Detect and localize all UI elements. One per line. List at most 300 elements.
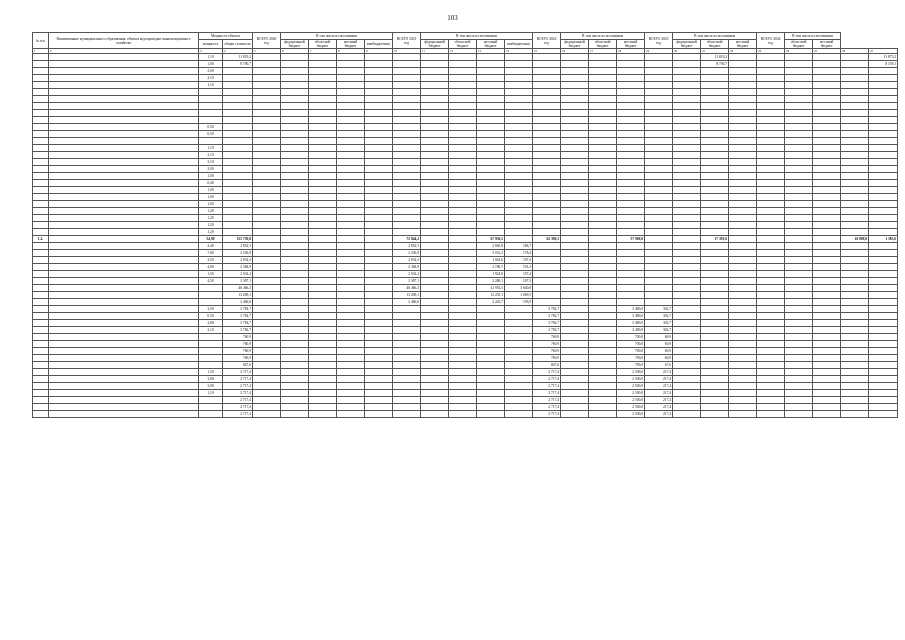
amount-cell [785,96,813,103]
row-number-cell [33,138,49,145]
amount-cell [365,180,393,187]
amount-cell [813,411,841,418]
amount-cell [337,292,365,299]
amount-cell [477,201,505,208]
amount-cell [309,243,337,250]
amount-cell [449,313,477,320]
amount-cell: 178,4 [505,250,533,257]
amount-cell [393,138,421,145]
capacity-cell: 1,20 [199,229,223,236]
amount-cell [729,215,757,222]
header-local-2021: местный бюджет [477,40,505,49]
table-row [33,383,898,390]
amount-cell [281,236,309,243]
amount-cell [337,166,365,173]
column-index-cell: 20 [673,49,701,54]
amount-cell [393,103,421,110]
table-row [33,173,898,180]
column-index-cell: 27 [869,49,898,54]
amount-cell [589,299,617,306]
amount-cell [365,404,393,411]
amount-cell [393,320,421,327]
amount-cell [869,103,898,110]
capacity-cell: 1,00 [199,187,223,194]
amount-cell [589,376,617,383]
row-number-cell [33,306,49,313]
amount-cell [561,320,589,327]
amount-cell [729,390,757,397]
amount-cell: 760,9 [223,334,253,341]
header-regional-2024: областной бюджет [785,40,813,49]
table-row [33,110,898,117]
amount-cell: 217,4 [645,397,673,404]
table-row [33,271,898,278]
capacity-cell: 3,00 [199,383,223,390]
amount-cell [309,201,337,208]
amount-cell: 2 387,1 [393,278,421,285]
amount-cell [785,292,813,299]
amount-cell [309,96,337,103]
amount-cell: 2 387,1 [223,278,253,285]
amount-cell [449,89,477,96]
amount-cell [869,201,898,208]
amount-cell [701,173,729,180]
amount-cell [729,306,757,313]
amount-cell [673,341,701,348]
amount-cell [785,103,813,110]
amount-cell [477,54,505,61]
amount-cell [813,201,841,208]
amount-cell [785,159,813,166]
amount-cell [729,285,757,292]
amount-cell [449,124,477,131]
amount-cell [561,61,589,68]
amount-cell [281,145,309,152]
table-row [33,215,898,222]
amount-cell [673,243,701,250]
amount-cell: 847,6 [223,362,253,369]
amount-cell [617,159,645,166]
amount-cell [673,320,701,327]
amount-cell: 217,4 [645,390,673,397]
amount-cell: 46 466,3 [393,285,421,292]
amount-cell: 3 480,0 [617,306,645,313]
amount-cell [253,82,281,89]
capacity-cell: 54,90 [199,236,223,243]
amount-cell [729,320,757,327]
row-number-cell [33,145,49,152]
amount-cell [561,82,589,89]
amount-cell [869,278,898,285]
amount-cell [757,124,785,131]
amount-cell [365,250,393,257]
amount-cell [365,187,393,194]
amount-cell [729,313,757,320]
amount-cell [869,75,898,82]
amount-cell [841,222,869,229]
object-name-cell [49,131,199,138]
amount-cell [757,180,785,187]
amount-cell: 8 700,7 [223,61,253,68]
amount-cell [365,411,393,418]
amount-cell [393,173,421,180]
amount-cell [757,103,785,110]
amount-cell [337,145,365,152]
amount-cell [281,194,309,201]
amount-cell [645,138,673,145]
amount-cell [589,103,617,110]
amount-cell [673,404,701,411]
amount-cell [281,390,309,397]
table-row [33,243,898,250]
object-name-cell [49,187,199,194]
document-table-wrapper [32,32,897,418]
amount-cell [421,61,449,68]
amount-cell [449,103,477,110]
amount-cell [757,208,785,215]
table-row [33,306,898,313]
amount-cell [729,89,757,96]
column-index-cell: 21 [701,49,729,54]
column-index-cell: 7 [309,49,337,54]
column-index-cell: 19 [645,49,673,54]
amount-cell [365,320,393,327]
amount-cell [337,208,365,215]
amount-cell [729,264,757,271]
amount-cell [393,215,421,222]
amount-cell [309,103,337,110]
amount-cell [869,320,898,327]
amount-cell [449,250,477,257]
amount-cell [561,54,589,61]
capacity-cell: 3,50 [199,257,223,264]
amount-cell [337,215,365,222]
amount-cell: 3 782,7 [533,327,561,334]
amount-cell: 2 466,6 [393,299,421,306]
amount-cell [645,124,673,131]
amount-cell [757,369,785,376]
amount-cell [477,390,505,397]
amount-cell [365,313,393,320]
capacity-cell: 3,50 [199,306,223,313]
amount-cell [673,292,701,299]
amount-cell [561,306,589,313]
amount-cell [785,68,813,75]
amount-cell [309,397,337,404]
amount-cell [393,348,421,355]
amount-cell [673,334,701,341]
amount-cell [421,292,449,299]
amount-cell [561,75,589,82]
amount-cell [729,145,757,152]
amount-cell [869,285,898,292]
amount-cell [617,166,645,173]
capacity-cell: 1,50 [199,271,223,278]
amount-cell [281,292,309,299]
amount-cell [645,250,673,257]
amount-cell [561,397,589,404]
amount-cell: 217,4 [645,383,673,390]
amount-cell [757,159,785,166]
amount-cell [785,271,813,278]
amount-cell [365,96,393,103]
amount-cell [785,117,813,124]
amount-cell [729,82,757,89]
amount-cell [337,61,365,68]
amount-cell [505,96,533,103]
amount-cell [223,75,253,82]
amount-cell [393,411,421,418]
capacity-cell: 1,20 [199,215,223,222]
amount-cell [505,411,533,418]
amount-cell [701,278,729,285]
amount-cell [337,404,365,411]
amount-cell [701,89,729,96]
amount-cell [813,159,841,166]
amount-cell [673,411,701,418]
amount-cell [561,383,589,390]
row-number-cell [33,89,49,96]
column-index-cell: 14 [505,49,533,54]
amount-cell [813,236,841,243]
amount-cell: 41 953,5 [477,285,505,292]
amount-cell [421,278,449,285]
amount-cell [253,390,281,397]
amount-cell [561,201,589,208]
amount-cell [589,341,617,348]
table-row [33,201,898,208]
amount-cell: 780,0 [617,362,645,369]
amount-cell [253,341,281,348]
amount-cell [869,138,898,145]
amount-cell [309,61,337,68]
amount-cell [813,250,841,257]
amount-cell: 155 750,8 [223,236,253,243]
amount-cell [841,82,869,89]
amount-cell [813,208,841,215]
column-index-cell: 8 [337,49,365,54]
column-index-cell: 3 [199,49,223,54]
amount-cell: 3 480,0 [617,320,645,327]
amount-cell [281,187,309,194]
amount-cell [785,166,813,173]
amount-cell [561,390,589,397]
capacity-cell: 1,50 [199,369,223,376]
row-number-cell [33,187,49,194]
amount-cell [533,96,561,103]
amount-cell [869,383,898,390]
page-number: 103 [447,14,458,22]
amount-cell [365,159,393,166]
amount-cell [253,194,281,201]
table-row [33,278,898,285]
amount-cell [449,320,477,327]
amount-cell [841,243,869,250]
amount-cell [253,369,281,376]
amount-cell: 3 782,7 [223,327,253,334]
amount-cell [869,411,898,418]
amount-cell: 3 480,0 [617,313,645,320]
header-capacity: мощность [199,40,223,49]
amount-cell [309,369,337,376]
amount-cell: 700,0 [617,355,645,362]
capacity-cell: 1,10 [199,145,223,152]
row-number-cell [33,54,49,61]
amount-cell [869,271,898,278]
capacity-cell: 2,00 [199,68,223,75]
amount-cell [841,264,869,271]
capacity-cell [199,341,223,348]
amount-cell [393,145,421,152]
amount-cell [421,152,449,159]
amount-cell [309,376,337,383]
amount-cell [309,166,337,173]
amount-cell [701,208,729,215]
amount-cell [869,257,898,264]
amount-cell [365,103,393,110]
capacity-cell [199,292,223,299]
amount-cell: 2 032,2 [223,271,253,278]
amount-cell [757,152,785,159]
row-number-cell [33,397,49,404]
capacity-cell: 1,20 [199,222,223,229]
amount-cell [673,145,701,152]
amount-cell [561,348,589,355]
amount-cell [421,271,449,278]
amount-cell [337,68,365,75]
amount-cell [337,348,365,355]
amount-cell [309,194,337,201]
amount-cell [421,68,449,75]
amount-cell [253,145,281,152]
amount-cell [505,152,533,159]
amount-cell [337,103,365,110]
amount-cell [393,369,421,376]
amount-cell: 217,4 [645,411,673,418]
amount-cell [589,110,617,117]
amount-cell [309,264,337,271]
amount-cell [617,173,645,180]
amount-cell [841,278,869,285]
amount-cell [785,397,813,404]
amount-cell [281,54,309,61]
row-number-cell [33,131,49,138]
amount-cell [421,376,449,383]
amount-cell [421,208,449,215]
amount-cell: 847,6 [533,362,561,369]
amount-cell [561,131,589,138]
amount-cell [561,110,589,117]
object-name-cell [49,362,199,369]
amount-cell [785,285,813,292]
amount-cell [253,110,281,117]
amount-cell [645,299,673,306]
amount-cell [645,82,673,89]
object-name-cell [49,271,199,278]
amount-cell [869,222,898,229]
amount-cell [785,250,813,257]
amount-cell [813,362,841,369]
amount-cell [365,222,393,229]
amount-cell [561,166,589,173]
capacity-cell [199,117,223,124]
amount-cell [673,229,701,236]
amount-cell [757,138,785,145]
amount-cell [533,131,561,138]
amount-cell [421,320,449,327]
amount-cell [309,320,337,327]
amount-cell [561,292,589,299]
object-name-cell [49,306,199,313]
amount-cell [281,313,309,320]
row-number-cell [33,110,49,117]
amount-cell [337,152,365,159]
amount-cell [281,278,309,285]
amount-cell [421,264,449,271]
amount-cell [365,376,393,383]
row-number-cell [33,250,49,257]
amount-cell [309,278,337,285]
amount-cell [421,306,449,313]
amount-cell [729,243,757,250]
amount-cell [701,306,729,313]
row-number-cell [33,320,49,327]
amount-cell [533,257,561,264]
amount-cell [645,208,673,215]
amount-cell [477,103,505,110]
object-name-cell [49,327,199,334]
amount-cell [589,229,617,236]
object-name-cell [49,313,199,320]
amount-cell [757,299,785,306]
amount-cell [281,89,309,96]
amount-cell [309,117,337,124]
amount-cell [505,138,533,145]
amount-cell [505,341,533,348]
amount-cell [309,285,337,292]
amount-cell [617,194,645,201]
amount-cell [223,82,253,89]
amount-cell [477,320,505,327]
amount-cell [841,257,869,264]
row-number-cell [33,208,49,215]
amount-cell [365,145,393,152]
row-number-cell [33,194,49,201]
amount-cell [337,82,365,89]
amount-cell [393,110,421,117]
amount-cell [477,348,505,355]
amount-cell [253,201,281,208]
amount-cell [813,117,841,124]
amount-cell [421,250,449,257]
amount-cell [281,341,309,348]
amount-cell [841,341,869,348]
amount-cell [393,334,421,341]
amount-cell [253,334,281,341]
amount-cell [281,215,309,222]
amount-cell: 13 209,1 [223,292,253,299]
amount-cell [477,166,505,173]
amount-cell [701,292,729,299]
amount-cell [813,390,841,397]
amount-cell [281,243,309,250]
amount-cell [785,75,813,82]
amount-cell [617,299,645,306]
amount-cell: 2 196,7 [477,264,505,271]
amount-cell [841,355,869,362]
amount-cell [729,201,757,208]
amount-cell [505,334,533,341]
